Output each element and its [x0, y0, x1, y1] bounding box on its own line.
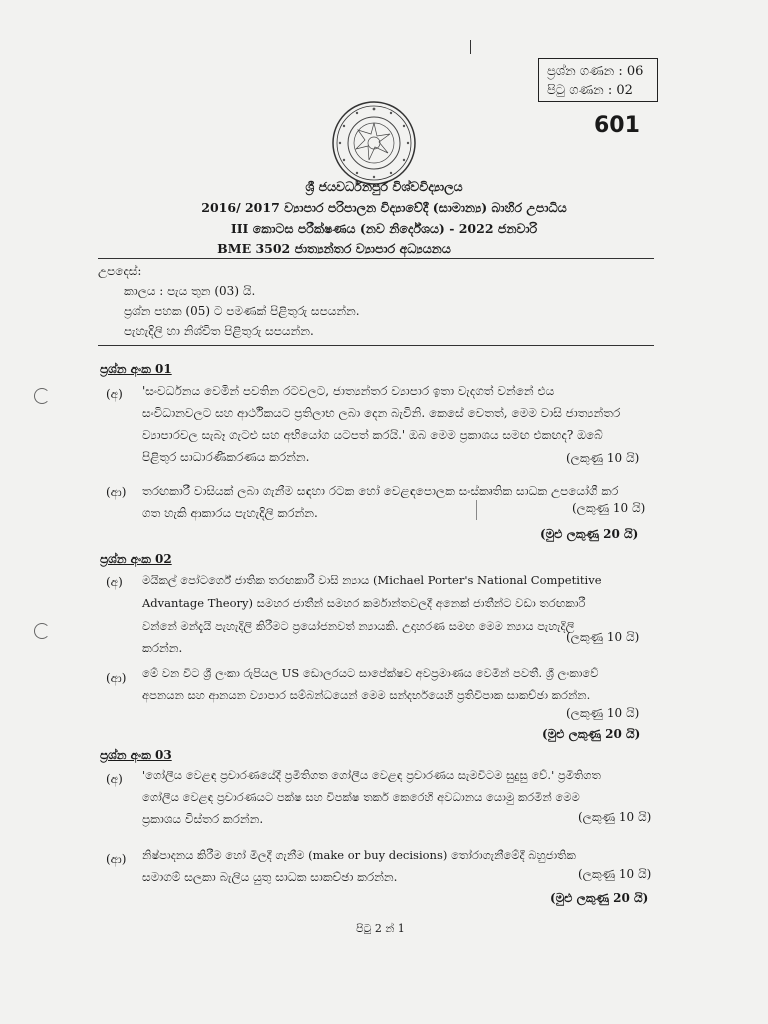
- q3-part-a-line: 'ගෝලීය වෙළඳ ප්‍රචාරණයේදී ප්‍රමිතිගත ගෝලීය වෙළඳ ප්‍රචාරණය සැමවිටම සුදුසු වේ.' ප්‍රමිතිගත: [142, 768, 601, 782]
- instructions-divider: [98, 345, 654, 346]
- question-2-title: ප්‍රශ්න අංක 02: [100, 552, 172, 566]
- question-page-count-box: [538, 58, 658, 102]
- paper-code: 601: [594, 113, 640, 138]
- course-line: BME 3502 ජාත්‍යන්තර ව්‍යාපාර අධ්‍යයනය: [217, 241, 451, 256]
- page-number: පිටු 2 න් 1: [356, 922, 405, 935]
- exam-line: III කොටස පරීක්ෂණය (නව නිර්දේශය) - 2022 ජනවාරි: [230, 221, 538, 236]
- page-count: පිටු ගණන : 02: [547, 83, 633, 98]
- scan-mark-top: [470, 40, 471, 54]
- instruction-time: කාලය : පැය තුන (03) යි.: [124, 284, 256, 298]
- instruction-clarity: පැහැදිලි හා නිශ්චිත පිළිතුරු සපයන්න.: [124, 324, 314, 338]
- q2-part-a-marks: (ලකුණු 10 යි): [566, 630, 640, 644]
- q1-part-a-line: පිළිතුර සාධාරණීකරණය කරන්න.: [142, 450, 310, 464]
- q2-part-a-line: වන්නේ මන්දැයි පැහැදිලි කිරීමට ප්‍රයෝජනවත් න්‍යායකි. උදාහරණ සමඟ මෙම න්‍යාය පැහැදිලි: [142, 619, 575, 633]
- scan-mark-q1: [476, 500, 477, 520]
- degree-line: 2016/ 2017 ව්‍යාපාර පරිපාලන විද්‍යාවේදී (සාමාන්‍ය) බාහිර උපාධිය: [201, 200, 567, 215]
- q2-part-b-marks: (ලකුණු 10 යි): [566, 706, 640, 720]
- instructions-title: උපදෙස්:: [98, 264, 142, 278]
- instruction-answer-count: ප්‍රශ්න පහක (05) ට පමණක් පිළිතුරු සපයන්න.: [124, 304, 360, 318]
- question-1-title: ප්‍රශ්න අංක 01: [100, 362, 172, 376]
- q2-part-a-label: (අ): [106, 575, 123, 589]
- university-seal: [331, 100, 417, 186]
- q3-part-a-label: (අ): [106, 772, 123, 786]
- q3-part-b-marks: (ලකුණු 10 යි): [578, 867, 652, 881]
- q2-part-a-line: කරන්න.: [142, 641, 183, 655]
- q1-part-a-label: (අ): [106, 387, 123, 401]
- punch-hole-bottom: [34, 623, 50, 639]
- question-count: ප්‍රශ්න ගණන : 06: [547, 64, 644, 79]
- q1-part-b-line: තරඟකාරී වාසියක් ලබා ගැනීම සඳහා රටක හෝ වෙළඳපොලක සංස්කෘතික සාධක උපයෝගී කර: [142, 484, 619, 498]
- q2-part-b-line: අපනයන සහ ආනයන ව්‍යාපාර සම්බන්ධයෙන් මෙම සන්දර්භයෙහි ප්‍රතිවිපාක සාකච්ඡා කරන්න.: [142, 688, 591, 702]
- q1-part-b-line: ගත හැකි ආකාරය පැහැදිලි කරන්න.: [142, 506, 318, 520]
- q3-part-b-line: නිෂ්පාදනය කිරීම හෝ මිලදී ගැනීම (make or buy decisions) තෝරාගැනීමේදී බහුජාතික: [142, 848, 576, 862]
- q3-total-marks: (මුළු ලකුණු 20 යි): [550, 891, 649, 905]
- q2-part-a-line: Advantage Theory) සමහර ජාතීන් සමහර කර්මාන්තවලදී අනෙක් ජාතීන්ට වඩා තරඟකාරී: [142, 596, 586, 610]
- question-3-title: ප්‍රශ්න අංක 03: [100, 748, 172, 762]
- q1-part-b-marks: (ලකුණු 10 යි): [572, 501, 646, 515]
- q1-part-a-line: 'සංවර්ධනය වෙමින් පවතින රටවලට, ජාත්‍යන්තර ව්‍යාපාර ඉතා වැදගත් වන්නේ එය: [142, 384, 555, 398]
- q2-part-b-line: මේ වන විට ශ්‍රී ලංකා රුපියල US ඩොලරයට සාපේක්ෂව අවප්‍රමාණය වෙමින් පවතී. ශ්‍රී ලංකාවේ: [142, 666, 599, 680]
- q3-part-b-line: සමාගම් සලකා බැලිය යුතු සාධක සාකච්ඡා කරන්න.: [142, 870, 398, 884]
- q1-total-marks: (මුළු ලකුණු 20 යි): [540, 527, 639, 541]
- q1-part-b-label: (ආ): [106, 485, 127, 499]
- university-name: ශ්‍රී ජයවර්ධනපුර විශ්වවිද්‍යාලය: [305, 179, 463, 194]
- q3-part-b-label: (ආ): [106, 852, 127, 866]
- q1-part-a-line: ව්‍යාපාරවල සැබෑ ගැටළු සහ අභියෝග යටපත් කරයි.' ඔබ මෙම ප්‍රකාශය සමඟ එකඟද? ඔබේ: [142, 428, 603, 442]
- q1-part-a-line: සංවිධානවලට සහ ආර්ථිකයට ප්‍රතිලාභ ලබා දෙන බැවිනි. කෙසේ වෙතත්, මෙම වාසි ජාත්‍යන්තර: [142, 406, 621, 420]
- q3-part-a-marks: (ලකුණු 10 යි): [578, 810, 652, 824]
- header-divider: [98, 258, 654, 259]
- q3-part-a-line: ප්‍රකාශය විස්තර කරන්න.: [142, 812, 264, 826]
- q2-total-marks: (මුළු ලකුණු 20 යි): [542, 727, 641, 741]
- q1-part-a-marks: (ලකුණු 10 යි): [566, 451, 640, 465]
- punch-hole-top: [34, 388, 50, 404]
- q2-part-b-label: (ආ): [106, 671, 127, 685]
- q2-part-a-line: මයිකල් පෝටර්ගේ ජාතික තරඟකාරී වාසි න්‍යාය (Michael Porter's National Competitive: [142, 573, 602, 587]
- q3-part-a-line: ගෝලීය වෙළඳ ප්‍රචාරණයට පක්ෂ සහ විපක්ෂ තර්ක කෙරෙහි අවධානය යොමු කරමින් මෙම: [142, 790, 580, 804]
